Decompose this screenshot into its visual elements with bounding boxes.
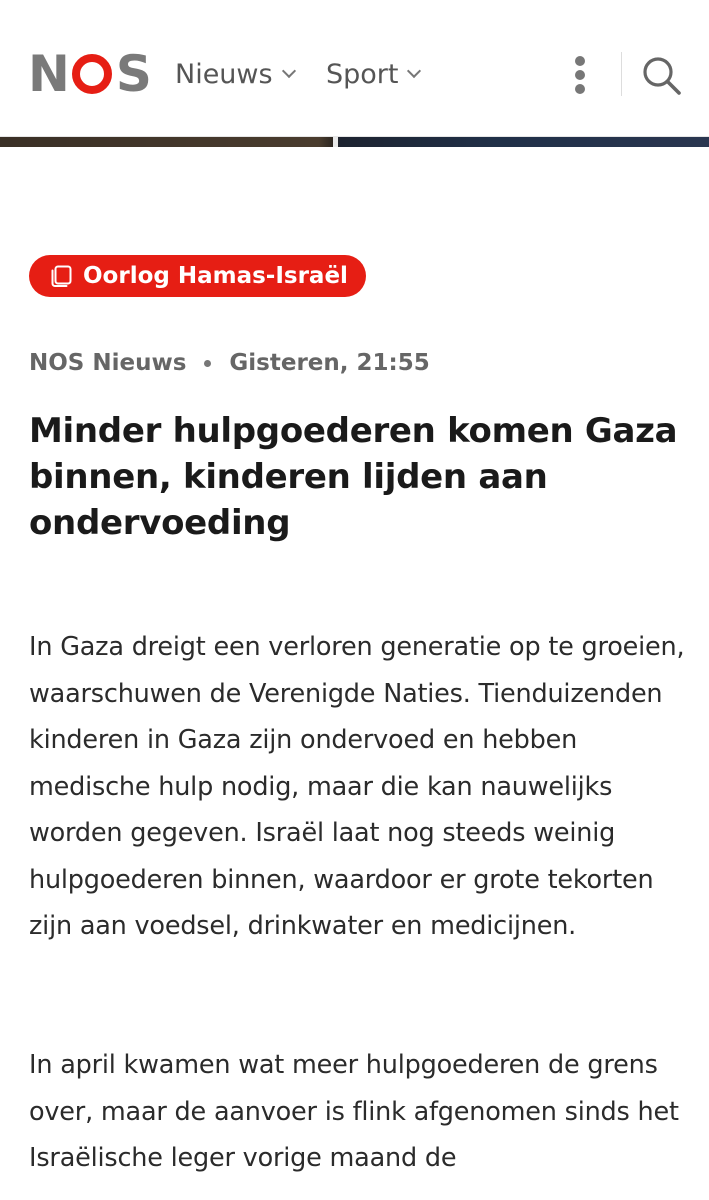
article-meta [29,350,430,376]
site-header [0,0,709,137]
chevron-down-icon [282,64,296,78]
nav-nieuws-label: Nieuws [175,58,273,90]
nos-logo[interactable] [28,45,150,103]
topic-label: Oorlog Hamas-Israël [83,263,348,289]
chevron-down-icon [407,64,421,78]
topic-collection-icon [49,263,75,289]
logo-letter-s: S [115,45,150,103]
hero-image-strip [0,136,709,147]
nav-sport[interactable] [326,56,419,92]
article-source: NOS Nieuws [29,350,187,376]
kebab-menu-icon[interactable] [566,54,594,96]
meta-separator [204,360,211,367]
search-button[interactable] [640,54,684,96]
logo-letter-o [72,54,112,94]
topic-badge[interactable] [29,255,366,297]
logo-letter-n: N [28,45,68,103]
header-divider [621,52,622,96]
nav-sport-label: Sport [326,58,399,90]
nav-nieuws[interactable] [175,56,294,92]
article-title: Minder hulpgoederen komen Gaza binnen, kinderen lijden aan ondervoeding [29,411,678,543]
search-icon [640,54,684,96]
article-timestamp: Gisteren, 21:55 [229,350,430,376]
article-paragraph: In Gaza dreigt een verloren generatie op te groeien, waarschuwen de Verenigde Naties. Tienduizenden kinderen in Gaza zijn ondervoed en hebben medische hulp nodig, maar die kan nauwelijks worden gegeven. Israël laat nog steeds weinig hulpgoederen binnen, waardoor er grote tekorten zijn aan voedsel, drinkwater en medicijnen. [29,632,685,941]
article-paragraph: In april kwamen wat meer hulpgoederen de grens over, maar de aanvoer is flink afgenomen sinds het Israëlische leger vorige maand de [29,1050,679,1173]
